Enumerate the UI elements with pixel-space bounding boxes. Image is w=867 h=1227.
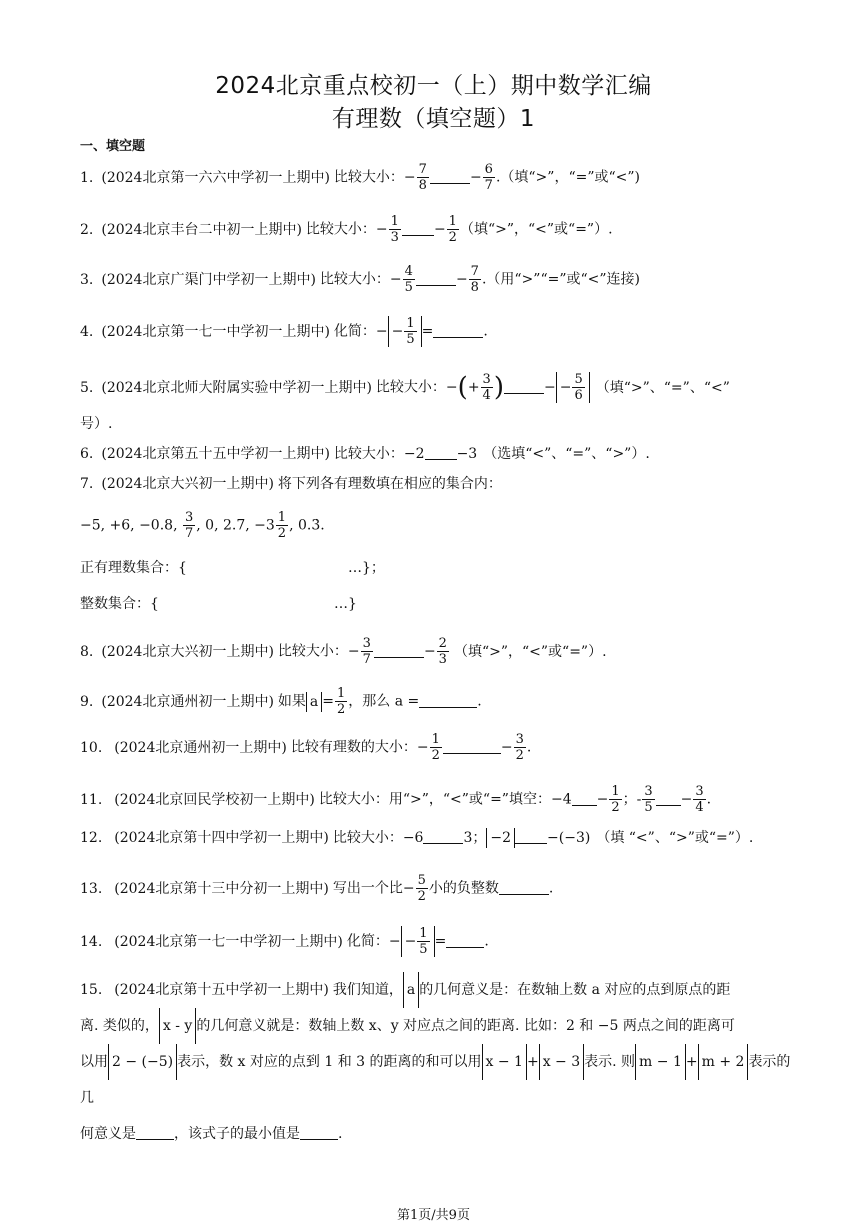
absolute-value: x − 1 bbox=[482, 1044, 527, 1080]
question-tail: .（用“>”“=”或“<”连接) bbox=[481, 271, 640, 288]
question-source: (2024北京广渠门中学初一上期中) bbox=[101, 271, 316, 288]
question-number: 6. bbox=[80, 446, 94, 462]
question-tail: （填“>”、“=”、“<” bbox=[595, 379, 730, 396]
fraction: $\frac{7}{8}$ bbox=[470, 264, 479, 295]
fraction: $\frac{1}{2}$ bbox=[448, 214, 457, 245]
fraction: $\frac{3}{7}$ bbox=[362, 636, 371, 667]
question-source: (2024北京第十三中分初一上期中) bbox=[114, 880, 329, 897]
question-source: (2024北京通州初一上期中) bbox=[114, 739, 287, 756]
absolute-value: 2 − (−5) bbox=[108, 1044, 177, 1080]
question-text: 比较大小：−6 bbox=[332, 830, 424, 846]
absolute-value: − $\frac{1}{5}$ bbox=[388, 316, 422, 347]
answer-blank[interactable] bbox=[433, 325, 483, 338]
fraction: $\frac{1}{2}$ bbox=[337, 686, 346, 717]
question-text: 比较大小： bbox=[277, 643, 348, 660]
question-tail: （选填“<”、“=”、“>”）. bbox=[483, 446, 650, 462]
equals: = bbox=[421, 323, 434, 340]
question-text: 比较大小： bbox=[333, 169, 404, 186]
absolute-value: m + 2 bbox=[698, 1044, 749, 1080]
answer-blank[interactable] bbox=[443, 741, 501, 754]
question-text: 比较大小： bbox=[319, 271, 390, 288]
question-tail: 号）. bbox=[80, 416, 113, 432]
document-subtitle: 有理数（填空题）1 bbox=[331, 106, 536, 132]
integer-set: 整数集合：{ …} bbox=[80, 596, 357, 612]
question-number: 9. bbox=[80, 693, 94, 710]
absolute-value: x − 3 bbox=[539, 1044, 584, 1080]
answer-blank[interactable] bbox=[499, 882, 549, 895]
question-source: (2024北京大兴初一上期中) bbox=[101, 476, 274, 492]
question-number: 10. bbox=[80, 739, 103, 756]
answer-blank[interactable] bbox=[136, 1127, 174, 1140]
answer-blank[interactable] bbox=[430, 171, 470, 184]
question-5-cont bbox=[80, 414, 797, 434]
question-text: 将下列各有理数填在相应的集合内： bbox=[277, 476, 502, 492]
page-footer: 第1页/共9页 bbox=[397, 1208, 470, 1223]
question-text: 比较大小：−2 bbox=[333, 446, 425, 462]
question-tail: 小的负整数 bbox=[428, 880, 499, 897]
question-tail: （填“>”，“<”或“=”）. bbox=[453, 643, 607, 660]
answer-blank[interactable] bbox=[504, 381, 544, 394]
question-14: 14. (2024北京第一七一中学初一上期中) 化简：− − $\frac{1}{5}$ = . bbox=[80, 926, 489, 957]
fraction: $\frac{1}{2}$ bbox=[431, 732, 440, 763]
question-text: 比较大小： bbox=[305, 221, 376, 238]
absolute-value: − $\frac{5}{6}$ bbox=[556, 372, 590, 403]
question-number: 14. bbox=[80, 933, 103, 950]
answer-blank[interactable] bbox=[515, 831, 547, 844]
answer-blank[interactable] bbox=[425, 447, 457, 460]
sign: − bbox=[375, 221, 388, 238]
absolute-value: −2 bbox=[486, 828, 515, 848]
question-source: (2024北京第十五中学初一上期中) bbox=[114, 982, 329, 998]
absolute-value: x - y bbox=[159, 1008, 196, 1044]
fraction: $\frac{5}{2}$ bbox=[417, 873, 426, 904]
fraction: $\frac{1}{3}$ bbox=[390, 214, 399, 245]
answer-blank[interactable] bbox=[423, 831, 463, 844]
number-list: −5, +6, −0.8, $\frac{3}{7}$ , 0, 2.7, −3 $\frac{1}{2}$ , 0.3̇. bbox=[80, 510, 325, 541]
question-source: (2024北京第十四中学初一上期中) bbox=[114, 830, 329, 846]
question-text: 比较大小： bbox=[375, 379, 446, 396]
question-source: (2024北京第五十五中学初一上期中) bbox=[101, 446, 330, 462]
question-text: 如果 bbox=[277, 693, 306, 710]
fraction: $\frac{6}{7}$ bbox=[484, 162, 493, 193]
question-number: 8. bbox=[80, 643, 94, 660]
question-4: 4. (2024北京第一七一中学初一上期中) 化简：− − $\frac{1}{5}$ = . bbox=[80, 316, 488, 347]
question-3 bbox=[80, 264, 797, 295]
answer-blank[interactable] bbox=[446, 935, 484, 948]
question-10: 10. (2024北京通州初一上期中) 比较有理数的大小：− $\frac{1}{2}$ − $\frac{3}{2}$ . bbox=[80, 732, 532, 763]
question-1 bbox=[80, 162, 797, 193]
question-tail: .（填“>”，“=”或“<”) bbox=[495, 169, 640, 186]
absolute-value: − $\frac{1}{5}$ bbox=[401, 926, 435, 957]
question-text: 写出一个比 bbox=[332, 880, 403, 897]
question-number: 7. bbox=[80, 476, 94, 492]
section-heading: 一、填空题 bbox=[80, 139, 146, 154]
absolute-value: a bbox=[306, 692, 322, 712]
question-text: 化简： bbox=[333, 323, 376, 340]
fraction: $\frac{3}{4}$ bbox=[695, 784, 704, 815]
operand: −3 bbox=[456, 446, 478, 462]
question-9: 9. (2024北京通州初一上期中) 如果 a = $\frac{1}{2}$ ，那么 a = . bbox=[80, 686, 482, 717]
sign: − bbox=[403, 169, 416, 186]
question-number: 5. bbox=[80, 379, 94, 396]
question-number: 1. bbox=[80, 169, 94, 186]
answer-blank[interactable] bbox=[419, 695, 477, 708]
question-2 bbox=[80, 214, 797, 245]
question-number: 3. bbox=[80, 271, 94, 288]
question-text: 比较大小：用“>”，“<”或“=”填空：−4 bbox=[318, 791, 572, 808]
answer-blank[interactable] bbox=[402, 223, 434, 236]
fraction: $\frac{4}{5}$ bbox=[404, 264, 413, 295]
question-12: 12. (2024北京第十四中学初一上期中) 比较大小：−6 3； −2 −(−3) （填 “<”、“>”或“=”）. bbox=[80, 830, 754, 846]
question-8: 8. (2024北京大兴初一上期中) 比较大小：− $\frac{3}{7}$ − $\frac{2}{3}$ （填“>”，“<”或“=”）. bbox=[80, 636, 607, 667]
sign: − bbox=[455, 271, 468, 288]
question-source: (2024北京大兴初一上期中) bbox=[101, 643, 274, 660]
fraction: $\frac{3}{4}$ bbox=[482, 372, 491, 403]
question-tail: （填“>”，“<”或“=”）. bbox=[459, 221, 613, 238]
question-text: 化简： bbox=[346, 933, 389, 950]
question-number: 15. bbox=[80, 982, 103, 998]
question-number: 4. bbox=[80, 323, 94, 340]
question-6 bbox=[80, 444, 797, 464]
question-15: 15. (2024北京第十五中学初一上期中) 我们知道， a 的几何意义是：在数轴上数 a 对应的点到原点的距 离. 类似的， x - y 的几何意义就是：数轴上数 x、y 对应点之间的距离. 比如：2 和 −5 两点之间的距离可 以用 2 − (−5) 表示，数 x 对应的点到 1 和 3 的距离的和可以用 x − 1 + x − 3 表示. 则 m − 1 + m + 2 表示的几 何意义是 ，该式子的最小值是 . bbox=[80, 972, 797, 1152]
fraction: $\frac{7}{8}$ bbox=[418, 162, 427, 193]
question-7 bbox=[80, 474, 797, 494]
question-text: 比较有理数的大小： bbox=[290, 739, 417, 756]
question-source: (2024北京第一六六中学初一上期中) bbox=[101, 169, 330, 186]
absolute-value: m − 1 bbox=[635, 1044, 686, 1080]
answer-blank[interactable] bbox=[374, 645, 424, 658]
question-number: 13. bbox=[80, 880, 103, 897]
question-number: 11. bbox=[80, 791, 103, 808]
positive-rational-set: 正有理数集合：{ …}； bbox=[80, 560, 385, 576]
sign: − bbox=[389, 271, 402, 288]
absolute-value: a bbox=[403, 972, 419, 1008]
question-5: 5. (2024北京北师大附属实验中学初一上期中) 比较大小：−(+ $\frac{3}{4}$ ) − − $\frac{5}{6}$ （填“>”、“=”、“<” bbox=[80, 372, 730, 403]
answer-blank[interactable] bbox=[572, 793, 597, 806]
question-11: 11. (2024北京回民学校初一上期中) 比较大小：用“>”，“<”或“=”填空：−4 − $\frac{1}{2}$ ；- $\frac{3}{5}$ − $\frac{3}{4}$ . bbox=[80, 784, 712, 815]
fraction: $\frac{3}{2}$ bbox=[515, 732, 524, 763]
question-number: 12. bbox=[80, 830, 103, 846]
question-source: (2024北京第一七一中学初一上期中) bbox=[101, 323, 330, 340]
document-title: 2024北京重点校初一（上）期中数学汇编 bbox=[215, 73, 652, 99]
question-source: (2024北京回民学校初一上期中) bbox=[114, 791, 315, 808]
answer-blank[interactable] bbox=[300, 1127, 338, 1140]
fraction: $\frac{1}{2}$ bbox=[611, 784, 620, 815]
question-tail: （填 “<”、“>”或“=”）. bbox=[596, 830, 754, 846]
question-13: 13. (2024北京第十三中分初一上期中) 写出一个比− $\frac{5}{2}$ 小的负整数 . bbox=[80, 873, 554, 904]
answer-blank[interactable] bbox=[656, 793, 681, 806]
question-source: (2024北京北师大附属实验中学初一上期中) bbox=[101, 379, 372, 396]
question-tail: ，那么 a = bbox=[348, 693, 420, 710]
question-source: (2024北京第一七一中学初一上期中) bbox=[114, 933, 343, 950]
sign: − bbox=[433, 221, 446, 238]
fraction: $\frac{2}{3}$ bbox=[438, 636, 447, 667]
fraction: $\frac{3}{5}$ bbox=[644, 784, 653, 815]
sign: − bbox=[469, 169, 482, 186]
answer-blank[interactable] bbox=[416, 273, 456, 286]
question-number: 2. bbox=[80, 221, 94, 238]
question-source: (2024北京丰台二中初一上期中) bbox=[101, 221, 302, 238]
question-source: (2024北京通州初一上期中) bbox=[101, 693, 274, 710]
